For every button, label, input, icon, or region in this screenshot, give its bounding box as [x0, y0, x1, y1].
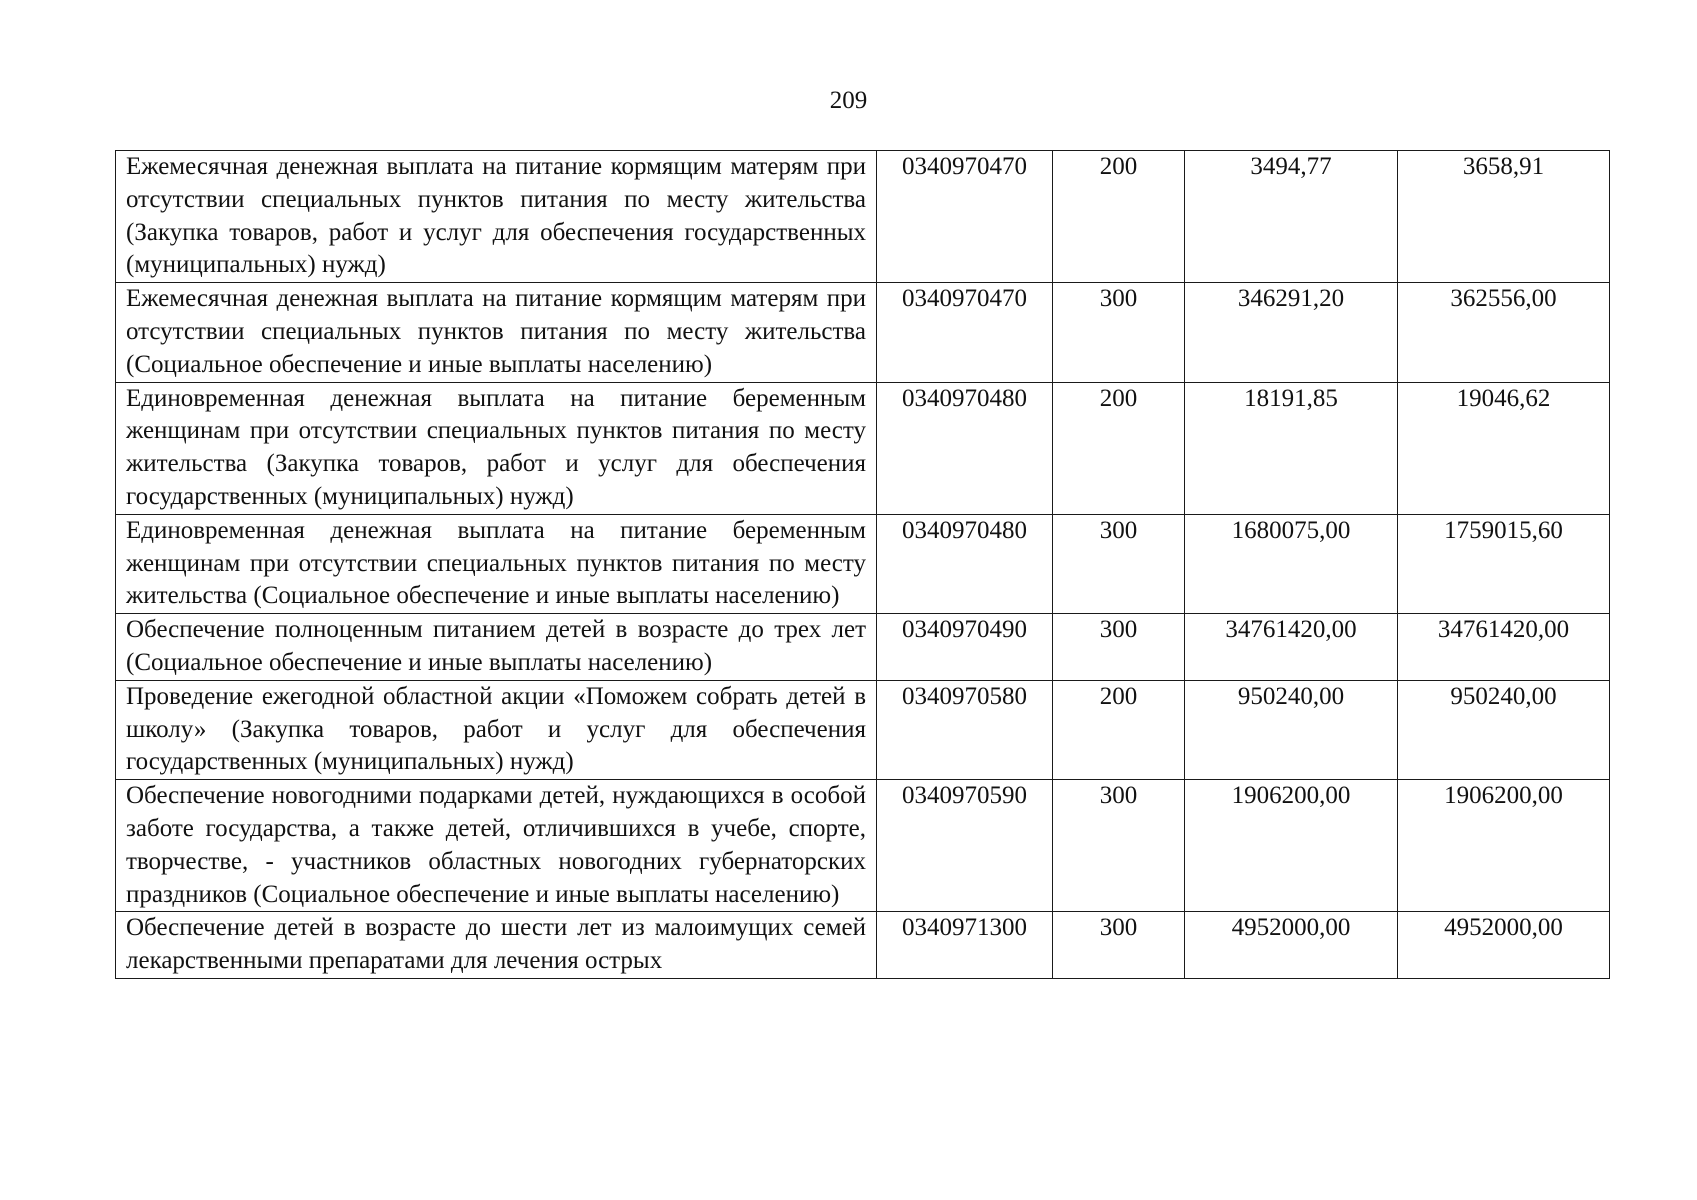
budget-table [115, 150, 1610, 979]
row-value-2: 950240,00 [1398, 680, 1610, 779]
row-value-2: 19046,62 [1398, 382, 1610, 514]
row-type: 200 [1053, 151, 1185, 283]
row-description: Ежемесячная денежная выплата на питание кормящим матерям при отсутствии специальных пунктов питания по месту жительства (Закупка товаров, работ и услуг для обеспечения государственных (муниципальных) нужд) [116, 151, 877, 283]
row-code: 0340970480 [877, 382, 1053, 514]
row-description: Обеспечение детей в возрасте до шести лет из малоимущих семей лекарственными препаратами для лечения острых [116, 912, 877, 979]
table-row [116, 151, 1610, 283]
row-code: 0340970470 [877, 151, 1053, 283]
row-type: 300 [1053, 614, 1185, 681]
table-row [116, 514, 1610, 613]
table-row [116, 780, 1610, 912]
row-type: 200 [1053, 680, 1185, 779]
table-row [116, 680, 1610, 779]
table-row [116, 614, 1610, 681]
row-type: 300 [1053, 514, 1185, 613]
row-description: Единовременная денежная выплата на питание беременным женщинам при отсутствии специальных пунктов питания по месту жительства (Закупка товаров, работ и услуг для обеспечения государственных (муниципальных) нужд) [116, 382, 877, 514]
row-type: 300 [1053, 912, 1185, 979]
row-value-1: 34761420,00 [1185, 614, 1398, 681]
row-value-2: 34761420,00 [1398, 614, 1610, 681]
row-value-1: 1906200,00 [1185, 780, 1398, 912]
row-code: 0340971300 [877, 912, 1053, 979]
row-value-1: 1680075,00 [1185, 514, 1398, 613]
row-description: Проведение ежегодной областной акции «Поможем собрать детей в школу» (Закупка товаров, работ и услуг для обеспечения государственных (муниципальных) нужд) [116, 680, 877, 779]
row-type: 200 [1053, 382, 1185, 514]
row-value-1: 950240,00 [1185, 680, 1398, 779]
row-description: Единовременная денежная выплата на питание беременным женщинам при отсутствии специальных пунктов питания по месту жительства (Социальное обеспечение и иные выплаты населению) [116, 514, 877, 613]
row-value-1: 3494,77 [1185, 151, 1398, 283]
row-code: 0340970490 [877, 614, 1053, 681]
row-value-1: 4952000,00 [1185, 912, 1398, 979]
row-description: Ежемесячная денежная выплата на питание кормящим матерям при отсутствии специальных пунктов питания по месту жительства (Социальное обеспечение и иные выплаты населению) [116, 283, 877, 382]
row-description: Обеспечение полноценным питанием детей в возрасте до трех лет (Социальное обеспечение и иные выплаты населению) [116, 614, 877, 681]
table-row [116, 382, 1610, 514]
row-value-2: 1906200,00 [1398, 780, 1610, 912]
row-value-1: 346291,20 [1185, 283, 1398, 382]
row-type: 300 [1053, 283, 1185, 382]
row-value-2: 362556,00 [1398, 283, 1610, 382]
table-row [116, 283, 1610, 382]
row-code: 0340970470 [877, 283, 1053, 382]
row-type: 300 [1053, 780, 1185, 912]
row-value-2: 4952000,00 [1398, 912, 1610, 979]
page-number: 209 [829, 87, 868, 114]
row-value-2: 1759015,60 [1398, 514, 1610, 613]
row-value-1: 18191,85 [1185, 382, 1398, 514]
row-code: 0340970580 [877, 680, 1053, 779]
row-description: Обеспечение новогодними подарками детей, нуждающихся в особой заботе государства, а также детей, отличившихся в учебе, спорте, творчестве, - участников областных новогодних губернаторских праздников (Социальное обеспечение и иные выплаты населению) [116, 780, 877, 912]
row-value-2: 3658,91 [1398, 151, 1610, 283]
row-code: 0340970590 [877, 780, 1053, 912]
table-row [116, 912, 1610, 979]
row-code: 0340970480 [877, 514, 1053, 613]
